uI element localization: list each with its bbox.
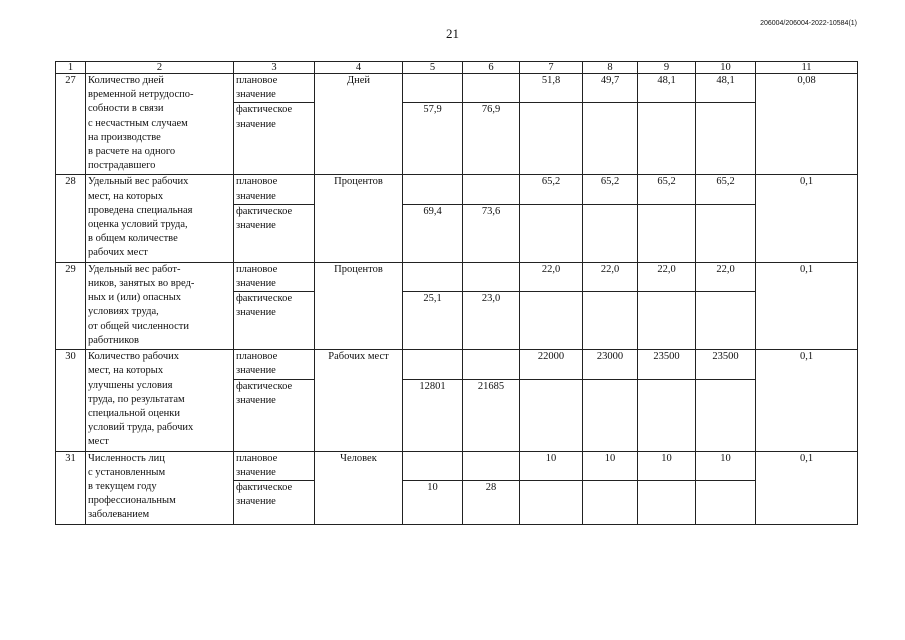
plan-value: 22,0: [583, 262, 638, 291]
row-number: 29: [56, 262, 86, 349]
column-number-cell: 7: [520, 62, 583, 74]
label-line: фактическое: [236, 205, 293, 217]
fact-value: [520, 292, 583, 350]
plan-value: [403, 262, 463, 291]
label-line: значение: [236, 394, 276, 406]
plan-value: 65,2: [638, 175, 696, 204]
fact-value: 10: [403, 481, 463, 525]
column-number-cell: 6: [463, 62, 520, 74]
fact-value: [583, 379, 638, 451]
label-line: фактическое: [236, 293, 293, 305]
indicator-table: [55, 61, 858, 525]
fact-value: 57,9: [403, 103, 463, 175]
plan-value: [403, 350, 463, 379]
plan-value: 22,0: [520, 262, 583, 291]
fact-value: [638, 379, 696, 451]
description-line: заболеванием: [88, 509, 150, 521]
plan-value: 10: [696, 451, 756, 480]
indicator-row-plan: [56, 350, 858, 379]
fact-label: [234, 103, 315, 175]
label-line: значение: [236, 118, 276, 130]
column-number-cell: 2: [86, 62, 234, 74]
unit-cell: Процентов: [315, 262, 403, 349]
fact-value: [583, 292, 638, 350]
fact-value: 12801: [403, 379, 463, 451]
plan-value: [463, 74, 520, 103]
plan-value: 23000: [583, 350, 638, 379]
plan-label: [234, 74, 315, 103]
description-line: в общем количестве: [88, 233, 178, 245]
description-line: специальной оценки: [88, 408, 180, 420]
fact-label: [234, 481, 315, 525]
fact-value: 73,6: [463, 204, 520, 262]
plan-value: 22,0: [638, 262, 696, 291]
description-line: мест, на которых: [88, 365, 164, 377]
fact-value: [696, 204, 756, 262]
label-line: плановое: [236, 75, 278, 86]
fact-value: 25,1: [403, 292, 463, 350]
fact-value: [638, 292, 696, 350]
unit-cell: Процентов: [315, 175, 403, 262]
description-line: собности в связи: [88, 103, 164, 115]
col11-value: 0,1: [756, 451, 858, 524]
plan-value: [463, 451, 520, 480]
column-number-cell: 4: [315, 62, 403, 74]
fact-value: [696, 292, 756, 350]
plan-value: 23500: [696, 350, 756, 379]
fact-label: [234, 204, 315, 262]
row-number: 31: [56, 451, 86, 524]
label-line: фактическое: [236, 482, 293, 494]
plan-value: 10: [583, 451, 638, 480]
indicator-row-plan: [56, 262, 858, 291]
column-number-cell: 3: [234, 62, 315, 74]
fact-value: [638, 204, 696, 262]
fact-value: [583, 481, 638, 525]
indicator-description: [86, 262, 234, 349]
description-line: в расчете на одного: [88, 146, 176, 158]
plan-value: 48,1: [696, 74, 756, 103]
row-number: 28: [56, 175, 86, 262]
plan-value: 65,2: [583, 175, 638, 204]
description-line: временной нетрудоспо-: [88, 89, 194, 101]
description-line: ных и (или) опасных: [88, 292, 182, 304]
plan-value: [403, 451, 463, 480]
description-line: Численность лиц: [88, 452, 165, 464]
label-line: плановое: [236, 176, 278, 188]
plan-label: [234, 451, 315, 480]
label-line: фактическое: [236, 104, 293, 116]
description-line: работников: [88, 334, 139, 346]
plan-value: [403, 175, 463, 204]
column-number-cell: 10: [696, 62, 756, 74]
fact-value: [583, 204, 638, 262]
description-line: профессиональным: [88, 495, 176, 507]
fact-value: [696, 481, 756, 525]
column-number-row: [56, 62, 858, 74]
indicator-description: [86, 451, 234, 524]
plan-value: 22,0: [696, 262, 756, 291]
col11-value: 0,1: [756, 350, 858, 451]
plan-value: [463, 175, 520, 204]
plan-value: 51,8: [520, 74, 583, 103]
fact-value: 23,0: [463, 292, 520, 350]
description-line: оценка условий труда,: [88, 219, 188, 231]
label-line: значение: [236, 365, 276, 377]
fact-value: [583, 103, 638, 175]
fact-value: [638, 481, 696, 525]
fact-value: [520, 481, 583, 525]
description-line: проведена специальная: [88, 204, 193, 216]
fact-label: [234, 379, 315, 451]
label-line: плановое: [236, 452, 278, 464]
description-line: пострадавшего: [88, 160, 156, 172]
plan-value: [463, 350, 520, 379]
description-line: в текущем году: [88, 481, 157, 493]
fact-value: 28: [463, 481, 520, 525]
label-line: значение: [236, 89, 276, 101]
description-line: Удельный вес работ-: [88, 263, 181, 275]
fact-value: [638, 103, 696, 175]
plan-value: 65,2: [520, 175, 583, 204]
label-line: значение: [236, 307, 276, 319]
label-line: плановое: [236, 263, 278, 275]
plan-label: [234, 262, 315, 291]
col11-value: 0,08: [756, 74, 858, 175]
unit-cell: Рабочих мест: [315, 350, 403, 451]
description-line: с несчастным случаем: [88, 117, 188, 129]
description-line: на производстве: [88, 131, 161, 143]
description-line: Удельный вес рабочих: [88, 176, 189, 188]
label-line: значение: [236, 278, 276, 290]
description-line: мест: [88, 436, 109, 448]
label-line: фактическое: [236, 380, 293, 392]
plan-label: [234, 350, 315, 379]
description-line: труда, по результатам: [88, 393, 185, 405]
description-line: условиях труда,: [88, 306, 159, 318]
page-number: 21: [446, 26, 459, 41]
description-line: Количество рабочих: [88, 351, 180, 363]
label-line: плановое: [236, 351, 278, 363]
indicator-description: [86, 350, 234, 451]
fact-value: 21685: [463, 379, 520, 451]
description-line: условий труда, рабочих: [88, 422, 194, 434]
description-line: с установленным: [88, 466, 166, 478]
plan-value: 23500: [638, 350, 696, 379]
label-line: значение: [236, 466, 276, 478]
fact-value: 69,4: [403, 204, 463, 262]
label-line: значение: [236, 220, 276, 232]
fact-value: [520, 204, 583, 262]
label-line: значение: [236, 496, 276, 508]
column-number-cell: 1: [56, 62, 86, 74]
label-line: значение: [236, 190, 276, 202]
plan-value: 10: [638, 451, 696, 480]
fact-value: 76,9: [463, 103, 520, 175]
indicator-row-plan: [56, 451, 858, 480]
description-line: Количество дней: [88, 75, 164, 86]
plan-value: 48,1: [638, 74, 696, 103]
column-number-cell: 9: [638, 62, 696, 74]
column-number-cell: 5: [403, 62, 463, 74]
fact-value: [696, 103, 756, 175]
description-line: ников, занятых во вред-: [88, 278, 195, 290]
fact-label: [234, 292, 315, 350]
description-line: от общей численности: [88, 320, 189, 332]
row-number: 27: [56, 74, 86, 175]
unit-cell: Дней: [315, 74, 403, 175]
col11-value: 0,1: [756, 262, 858, 349]
plan-value: [463, 262, 520, 291]
document-id: 206004/206004-2022-10584(1): [760, 20, 857, 27]
indicator-description: [86, 74, 234, 175]
plan-label: [234, 175, 315, 204]
plan-value: 65,2: [696, 175, 756, 204]
column-number-cell: 8: [583, 62, 638, 74]
description-line: мест, на которых: [88, 190, 164, 202]
indicator-description: [86, 175, 234, 262]
fact-value: [520, 103, 583, 175]
indicator-row-plan: [56, 175, 858, 204]
col11-value: 0,1: [756, 175, 858, 262]
fact-value: [696, 379, 756, 451]
plan-value: 49,7: [583, 74, 638, 103]
plan-value: 10: [520, 451, 583, 480]
column-number-cell: 11: [756, 62, 858, 74]
description-line: улучшены условия: [88, 379, 173, 391]
plan-value: 22000: [520, 350, 583, 379]
indicator-row-plan: [56, 74, 858, 103]
plan-value: [403, 74, 463, 103]
description-line: рабочих мест: [88, 247, 148, 259]
fact-value: [520, 379, 583, 451]
unit-cell: Человек: [315, 451, 403, 524]
row-number: 30: [56, 350, 86, 451]
